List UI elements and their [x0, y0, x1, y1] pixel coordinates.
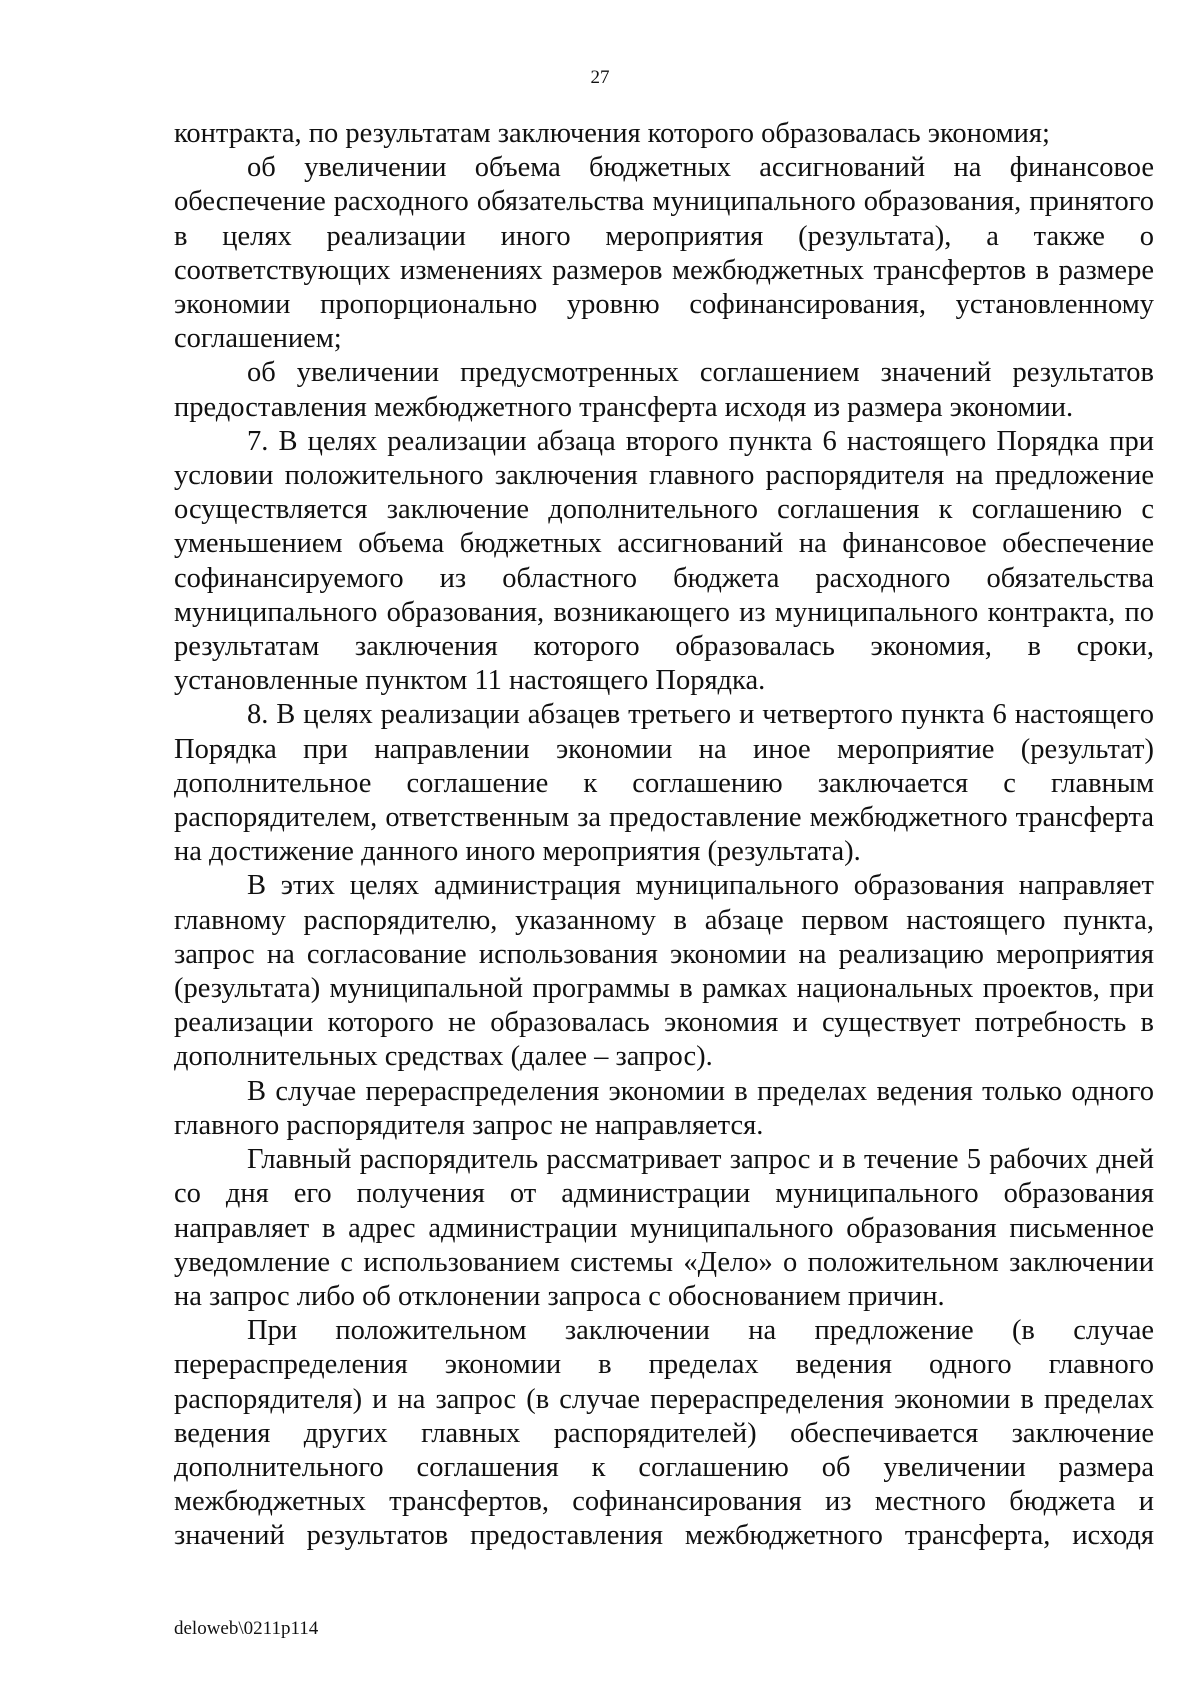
paragraph-item-7: 7. В целях реализации абзаца второго пункта 6 настоящего Порядка при условии положительного заключения главного распорядителя на предложение осуществляется заключение дополнительного соглашения к соглашению с уменьшением объема бюджетных ассигнований на финансовое обеспечение софинансируемого из областного бюджета расходного обязательства муниципального образования, возникающего из муниципального контракта, по результатам заключения которого образовалась экономия, в сроки, установленные пунктом 11 настоящего Порядка.: [174, 425, 1154, 697]
paragraph-continues-next-page: При положительном заключении на предложение (в случае перераспределения экономии в пределах ведения одного главного распорядителя) и на запрос (в случае перераспределения экономии в пределах ведения других главных распорядителей) обеспечивается заключение дополнительного соглашения к соглашению об увеличении размера межбюджетных трансфертов, софинансирования из местного бюджета и значений результатов предоставления межбюджетного трансферта, исходя: [174, 1315, 1154, 1552]
paragraph: об увеличении объема бюджетных ассигнований на финансовое обеспечение расходного обязательства муниципального образования, принятого в целях реализации иного мероприятия (результата), а также о соответствующих изменениях размеров межбюджетных трансфертов в размере экономии пропорционально уровню софинансирования, установленному соглашением;: [174, 152, 1154, 355]
paragraph: В этих целях администрация муниципального образования направляет главному распорядителю, указанному в абзаце первом настоящего пункта, запрос на согласование использования экономии на реализацию мероприятия (результата) муниципальной программы в рамках национальных проектов, при реализации которого не образовалась экономия и существует потребность в дополнительных средствах (далее – запрос).: [174, 870, 1154, 1073]
paragraph: Главный распорядитель рассматривает запрос и в течение 5 рабочих дней со дня его получения от администрации муниципального образования направляет в адрес администрации муниципального образования письменное уведомление с использованием системы «Дело» о положительном заключении на запрос либо об отклонении запроса с обоснованием причин.: [174, 1144, 1154, 1312]
document-body: [174, 117, 1154, 1554]
paragraph-continuation: контракта, по результатам заключения которого образовалась экономия;: [174, 118, 1050, 149]
paragraph-item-8: 8. В целях реализации абзацев третьего и четвертого пункта 6 настоящего Порядка при направлении экономии на иное мероприятие (результат) дополнительное соглашение к соглашению заключается с главным распорядителем, ответственным за предоставление межбюджетного трансферта на достижение данного иного мероприятия (результата).: [174, 699, 1154, 868]
paragraph: В случае перераспределения экономии в пределах ведения только одного главного распорядителя запрос не направляется.: [174, 1075, 1154, 1141]
paragraph: об увеличении предусмотренных соглашением значений результатов предоставления межбюджетного трансферта исходя из размера экономии.: [174, 357, 1154, 423]
footer-document-code: deloweb\0211p114: [174, 1618, 319, 1639]
page-number: 27: [590, 67, 610, 88]
